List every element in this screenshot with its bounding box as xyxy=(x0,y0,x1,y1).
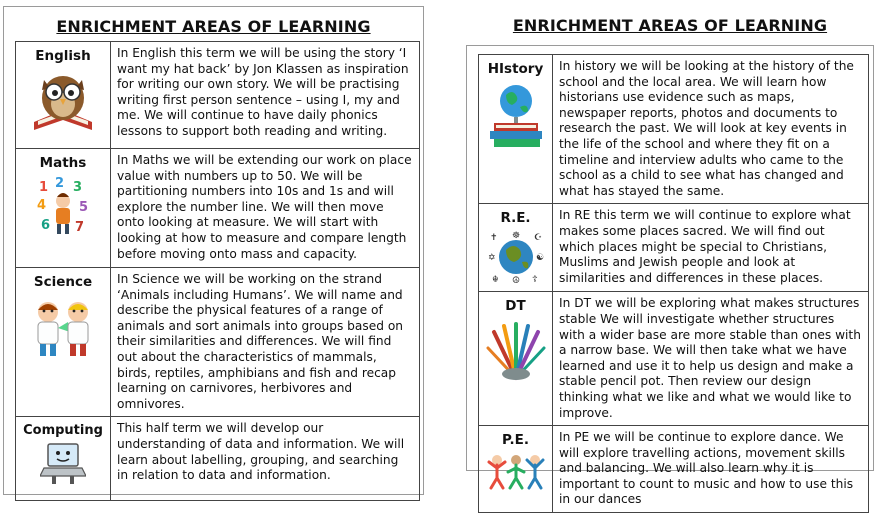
svg-text:7: 7 xyxy=(75,220,85,235)
table-row xyxy=(16,42,420,149)
svg-text:5: 5 xyxy=(79,200,89,215)
subject-label: DT xyxy=(505,298,526,315)
paintbrushes-and-tools-icon xyxy=(486,318,546,384)
subject-label: English xyxy=(35,48,91,64)
subject-cell xyxy=(479,426,553,513)
subject-cell xyxy=(16,149,111,268)
svg-text:☦: ☦ xyxy=(531,275,538,285)
svg-text:☯: ☯ xyxy=(535,253,544,264)
svg-text:3: 3 xyxy=(73,180,83,195)
subject-cell xyxy=(16,268,111,417)
svg-text:☸: ☸ xyxy=(511,231,520,242)
subject-label: Computing xyxy=(23,423,103,439)
subject-description: In Maths we will be extending our work on place value with numbers up to 50. We will be partitioning numbers into 10s and 1s and will explore the number line. We will then move onto looking at measure. We will start with looking at how to measure and compare length before moving onto mass and capacity. xyxy=(111,149,420,268)
right-panel xyxy=(466,45,874,507)
subject-label: HIstory xyxy=(487,61,544,77)
left-panel-title: ENRICHMENT AREAS OF LEARNING xyxy=(56,17,371,36)
children-scientists-icon xyxy=(28,296,98,362)
subject-cell xyxy=(16,417,111,501)
left-subject-table xyxy=(15,41,420,501)
right-panel-title: ENRICHMENT AREAS OF LEARNING xyxy=(512,16,828,35)
subject-description: In Science we will be working on the strand ‘Animals including Humans’. We will name and describe the physical features of a range of animals and sort animals into groups based on their similarities and differences. We will find out about the characteristics of mammals, birds, reptiles, amphibians and fish and recap learning on carnivores, herbivores and omnivores. xyxy=(111,268,420,417)
owl-reading-book-icon xyxy=(30,68,96,134)
globe-on-books-icon xyxy=(486,81,546,153)
svg-text:✡: ✡ xyxy=(487,253,496,264)
subject-description: In history we will be looking at the history of the school and the local area. We will learn how historians use evidence such as maps, newspaper reports, photos and documents to research the past. We will look at key events in the life of the school and where they fit on a timeline and interview adults who came to the school as a child to see what has changed and what has stayed the same. xyxy=(553,55,869,204)
subject-cell xyxy=(16,42,111,149)
svg-text:✝: ✝ xyxy=(489,233,498,244)
laptop-character-icon xyxy=(40,442,86,486)
table-row xyxy=(479,426,869,513)
subject-cell xyxy=(479,204,553,292)
subject-description: In DT we will be exploring what makes structures stable We will investigate whether structures with a wider base are more stable than ones with a narrow base. We will then take what we have learned and use it to help us design and make a stable pencil pot. Then review our design thinking what we like and what we would like to improve. xyxy=(553,292,869,426)
table-row xyxy=(479,292,869,426)
svg-text:4: 4 xyxy=(37,198,47,213)
subject-label: R.E. xyxy=(500,210,531,227)
table-row xyxy=(16,149,420,268)
svg-text:2: 2 xyxy=(55,176,65,191)
earth-with-religious-symbols-icon xyxy=(488,230,544,284)
subject-label: Maths xyxy=(39,155,87,171)
svg-text:☮: ☮ xyxy=(511,276,520,285)
table-row xyxy=(479,55,869,204)
svg-text:☪: ☪ xyxy=(533,233,542,244)
svg-text:☬: ☬ xyxy=(491,275,498,285)
subject-label: P.E. xyxy=(502,432,529,449)
subject-description: This half term we will develop our understanding of data and information. We will learn about labelling, grouping, and searching in relation to data and information. xyxy=(111,417,420,501)
numbers-and-children-icon xyxy=(35,175,91,241)
children-exercising-icon xyxy=(485,452,547,490)
left-panel xyxy=(3,6,424,495)
subject-description: In English this term we will be using the story ‘I want my hat back’ by Jon Klassen as inspiration for writing our own story. We will be practising writing first person sentence – using I, my and me. We will continue to have daily phonics lessons to support both reading and writing. xyxy=(111,42,420,149)
right-subject-table xyxy=(478,54,869,513)
svg-text:6: 6 xyxy=(41,218,51,233)
subject-cell xyxy=(479,292,553,426)
subject-cell xyxy=(479,55,553,204)
table-row xyxy=(16,268,420,417)
subject-description: In RE this term we will continue to explore what makes some places sacred. We will find out which places might be special to Christians, Muslims and Jewish people and look at similarities and differences in these places. xyxy=(553,204,869,292)
subject-description: In PE we will be continue to explore dance. We will explore travelling actions, movement skills and balancing. We will also learn why it is important to count to music and how to use this in our dances xyxy=(553,426,869,513)
table-row xyxy=(479,204,869,292)
subject-label: Science xyxy=(33,274,93,290)
svg-text:1: 1 xyxy=(39,180,49,195)
table-row xyxy=(16,417,420,501)
